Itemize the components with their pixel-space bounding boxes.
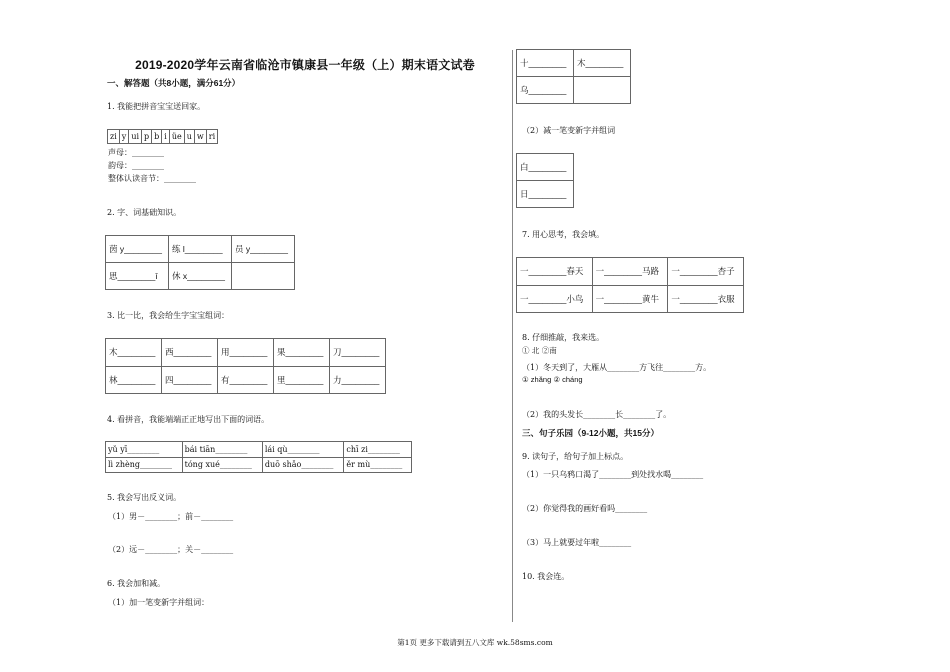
q2-cell[interactable]: 练 l________ xyxy=(169,236,232,263)
q3-cell[interactable]: 西________ xyxy=(162,339,218,367)
q6-sub-cell[interactable]: 日________ xyxy=(517,181,574,208)
column-divider xyxy=(512,50,513,622)
q1-pinyin-table xyxy=(107,129,218,144)
q4-cell[interactable]: yǔ yī________ xyxy=(106,442,183,458)
q6-sub-cell[interactable]: 白________ xyxy=(517,154,574,181)
q1-pinyin-cell: y xyxy=(119,130,129,144)
q8-prompt: 8. 仔细推敲，我来选。 xyxy=(522,333,605,342)
q7-cell[interactable]: 一________衣服 xyxy=(668,285,744,313)
q6-add-cell[interactable]: 木________ xyxy=(574,50,631,77)
q7-cell[interactable]: 一________黄牛 xyxy=(592,285,668,313)
q1-pinyin-cell: zi xyxy=(108,130,120,144)
q3-cell[interactable]: 果________ xyxy=(274,339,330,367)
q2-cell[interactable]: 休 x________ xyxy=(169,263,232,290)
q2-prompt: 2. 字、词基础知识。 xyxy=(107,208,182,217)
q1-prompt: 1. 我能把拼音宝宝送回家。 xyxy=(107,102,206,111)
page-footer: 第1页 更多下载请到五八文库 wk.58sms.com xyxy=(397,638,553,647)
q7-table xyxy=(516,257,744,313)
q4-cell[interactable]: bái tiān________ xyxy=(182,442,262,458)
q9-prompt: 9. 读句子，给句子加上标点。 xyxy=(522,452,629,461)
q3-cell[interactable]: 有________ xyxy=(218,366,274,394)
q7-cell[interactable]: 一________小鸟 xyxy=(517,285,593,313)
q4-prompt: 4. 看拼音，我能端端正正地写出下面的词语。 xyxy=(107,415,270,424)
q1-pinyin-cell: p xyxy=(142,130,152,144)
q1-zhengti-line[interactable]: 整体认读音节：________ xyxy=(108,174,196,183)
q7-cell[interactable]: 一________马路 xyxy=(592,258,668,286)
q4-cell[interactable]: ěr mù________ xyxy=(344,457,412,473)
q3-cell[interactable]: 木________ xyxy=(106,339,162,367)
q3-table xyxy=(105,338,386,394)
q6-prompt: 6. 我会加和减。 xyxy=(107,579,166,588)
q9-line-3[interactable]: （3）马上就要过年啦________ xyxy=(522,538,632,547)
q6-add-cell xyxy=(574,77,631,104)
q3-cell[interactable]: 刀________ xyxy=(330,339,386,367)
q6-add-table xyxy=(516,49,631,104)
q7-prompt: 7. 用心思考，我会填。 xyxy=(522,230,605,239)
page-title: 2019-2020学年云南省临沧市镇康县一年级（上）期末语文试卷 xyxy=(135,58,475,72)
q8-line-1[interactable]: （1）冬天到了，大雁从________方飞往________方。 xyxy=(522,363,712,372)
q10-prompt: 10. 我会连。 xyxy=(522,572,570,581)
q9-line-1[interactable]: （1）一只乌鸦口渴了________到处找水喝________ xyxy=(522,470,704,479)
q8-options-2: ① zhǎng ② cháng xyxy=(522,375,583,384)
q2-cell[interactable]: 思________ī xyxy=(106,263,169,290)
q1-pinyin-cell: ui xyxy=(129,130,142,144)
q3-cell[interactable]: 林________ xyxy=(106,366,162,394)
q4-cell[interactable]: tóng xué________ xyxy=(182,457,262,473)
q4-cell[interactable]: duō shǎo________ xyxy=(262,457,344,473)
q8-line-2[interactable]: （2）我的头发长________长________了。 xyxy=(522,410,672,419)
q1-shengmu-line[interactable]: 声母：________ xyxy=(108,148,164,157)
q1-pinyin-cell: w xyxy=(194,130,206,144)
section-3-heading: 三、句子乐园（9-12小题，共15分） xyxy=(522,428,659,438)
q4-cell[interactable]: lái qù________ xyxy=(262,442,344,458)
q3-cell[interactable]: 里________ xyxy=(274,366,330,394)
q4-table xyxy=(105,441,412,473)
q6-sub1: （1）加一笔变新字并组词： xyxy=(108,598,210,607)
q9-line-2[interactable]: （2）你觉得我的画好看吗________ xyxy=(522,504,648,513)
q1-pinyin-cell: b xyxy=(152,130,162,144)
q1-pinyin-cell: i xyxy=(162,130,170,144)
q5-line-2[interactable]: （2）远－________；关－________ xyxy=(108,545,234,554)
q2-cell[interactable]: 茵 y________ xyxy=(106,236,169,263)
section-1-heading: 一、解答题（共8小题，满分61分） xyxy=(107,78,241,88)
q3-cell[interactable]: 力________ xyxy=(330,366,386,394)
q1-pinyin-cell: üe xyxy=(169,130,184,144)
q6-sub2: （2）减一笔变新字并组词 xyxy=(522,126,616,135)
q5-line-1[interactable]: （1）男－________；前－________ xyxy=(108,512,234,521)
q5-prompt: 5. 我会写出反义词。 xyxy=(107,493,182,502)
q3-prompt: 3. 比一比，我会给生字宝宝组词： xyxy=(107,311,230,320)
q4-cell[interactable]: lì zhèng________ xyxy=(106,457,183,473)
q6-sub-table xyxy=(516,153,574,208)
q6-add-cell[interactable]: 十________ xyxy=(517,50,574,77)
q2-cell[interactable]: 员 y________ xyxy=(232,236,295,263)
q7-cell[interactable]: 一________杏子 xyxy=(668,258,744,286)
q3-cell[interactable]: 四________ xyxy=(162,366,218,394)
q4-cell[interactable]: chī zi________ xyxy=(344,442,412,458)
q2-table xyxy=(105,235,295,290)
q2-cell xyxy=(232,263,295,290)
q7-cell[interactable]: 一________春天 xyxy=(517,258,593,286)
q1-pinyin-cell: u xyxy=(184,130,194,144)
q1-yunmu-line[interactable]: 韵母：________ xyxy=(108,161,164,170)
q8-options-1: ① 北 ②南 xyxy=(522,346,557,355)
q3-cell[interactable]: 用________ xyxy=(218,339,274,367)
q1-pinyin-cell: ri xyxy=(206,130,217,144)
q6-add-cell[interactable]: 乌________ xyxy=(517,77,574,104)
